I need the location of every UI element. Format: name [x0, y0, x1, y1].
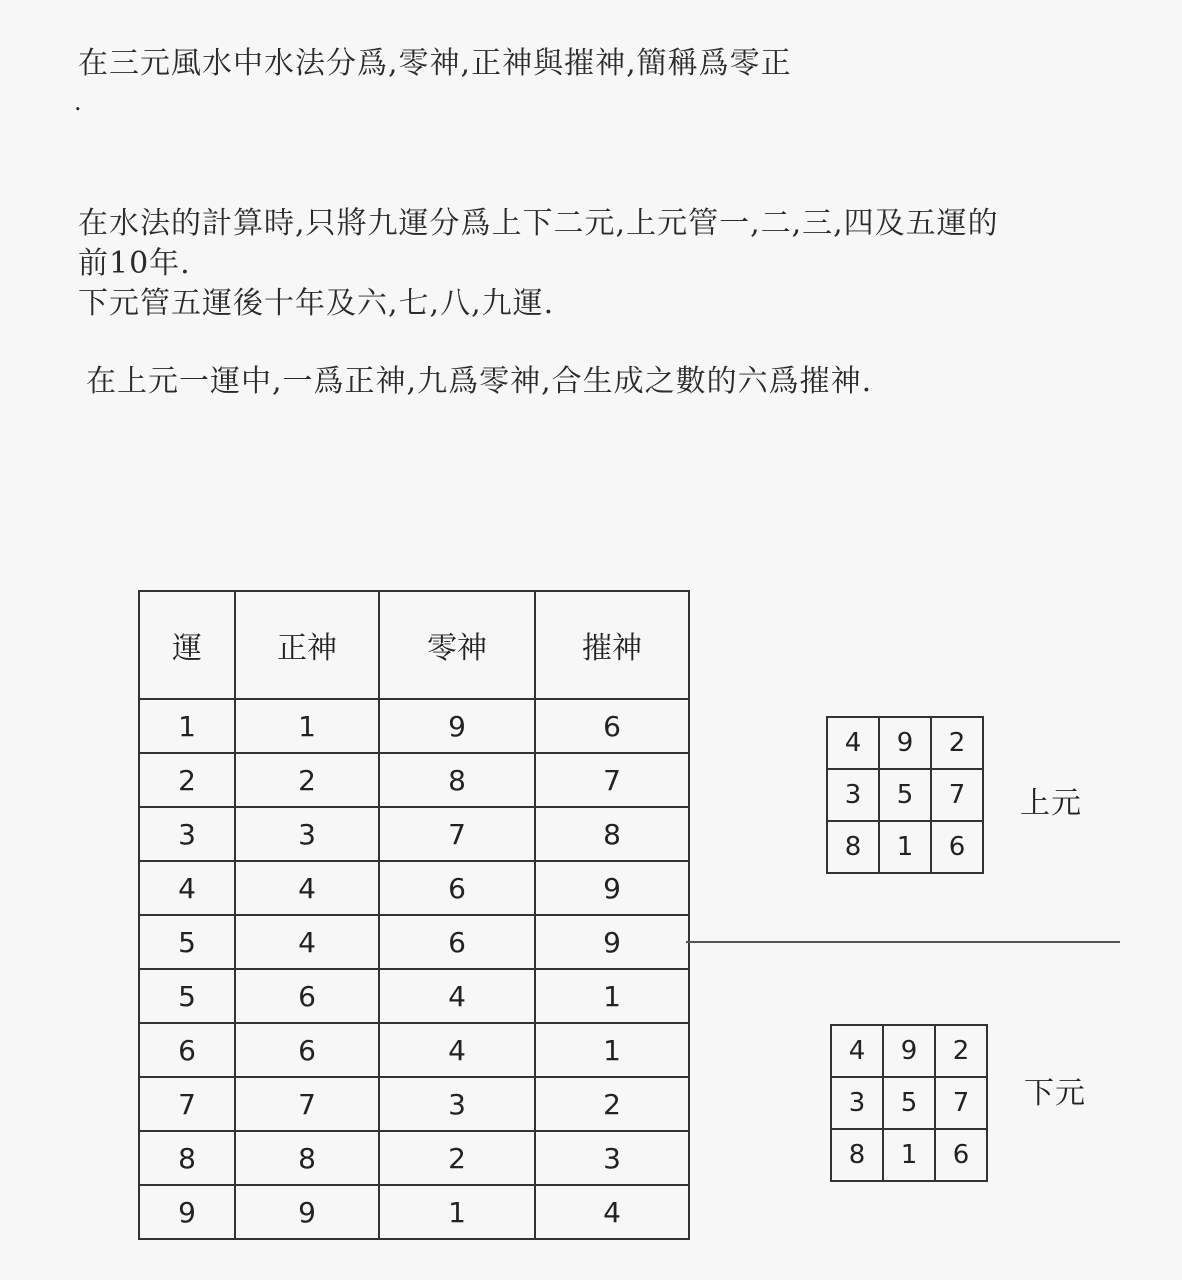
table-cell: 4: [535, 1185, 689, 1239]
grid-row: [831, 1025, 987, 1077]
table-cell: 1: [379, 1185, 535, 1239]
table-cell: 8: [535, 807, 689, 861]
grid-cell: 3: [827, 769, 879, 821]
grid-cell: 5: [879, 769, 931, 821]
grid-cell: 5: [883, 1077, 935, 1129]
grid-row: [831, 1129, 987, 1181]
table-cell: 6: [235, 969, 379, 1023]
grid-cell: 1: [883, 1129, 935, 1181]
table-cell: 2: [379, 1131, 535, 1185]
table-cell: 9: [535, 861, 689, 915]
table-cell: 9: [139, 1185, 235, 1239]
grid-cell: 8: [831, 1129, 883, 1181]
grid-cell: 9: [883, 1025, 935, 1077]
table-cell: 2: [235, 753, 379, 807]
table-cell: 9: [235, 1185, 379, 1239]
grid-cell: 6: [935, 1129, 987, 1181]
table-row: [139, 1131, 689, 1185]
table-row: [139, 1185, 689, 1239]
table-row: [139, 753, 689, 807]
grid-cell: 6: [931, 821, 983, 873]
upper-luoshu-grid: [826, 716, 984, 874]
grid-row: [827, 769, 983, 821]
table-cell: 4: [235, 861, 379, 915]
table-cell: 7: [139, 1077, 235, 1131]
table-cell: 3: [379, 1077, 535, 1131]
table-row: [139, 1023, 689, 1077]
header-zheng-shen: 正神: [235, 591, 379, 699]
table-cell: 6: [379, 915, 535, 969]
table-cell: 1: [235, 699, 379, 753]
paragraph-first-period: 在上元一運中,一爲正神,九爲零神,合生成之數的六爲摧神.: [86, 364, 873, 399]
table-cell: 2: [139, 753, 235, 807]
table-header-row: [139, 591, 689, 699]
table-cell: 4: [139, 861, 235, 915]
table-cell: 1: [139, 699, 235, 753]
table-cell: 8: [235, 1131, 379, 1185]
paragraph-line: 在水法的計算時,只將九運分爲上下二元,上元管一,二,三,四及五運的: [78, 206, 999, 241]
table-row: [139, 1077, 689, 1131]
header-cui-shen: 摧神: [535, 591, 689, 699]
grid-cell: 8: [827, 821, 879, 873]
grid-cell: 4: [827, 717, 879, 769]
table-row: [139, 915, 689, 969]
table-cell: 6: [535, 699, 689, 753]
table-row: [139, 969, 689, 1023]
divider-line: [686, 941, 1120, 943]
table-cell: 3: [535, 1131, 689, 1185]
grid-cell: 2: [935, 1025, 987, 1077]
table-cell: 5: [139, 969, 235, 1023]
grid-cell: 7: [931, 769, 983, 821]
table-row: [139, 699, 689, 753]
grid-row: [827, 821, 983, 873]
table-cell: 4: [379, 969, 535, 1023]
grid-row: [831, 1077, 987, 1129]
table-row: [139, 807, 689, 861]
table-cell: 8: [379, 753, 535, 807]
lower-yuan-label: 下元: [1024, 1076, 1086, 1111]
grid-cell: 9: [879, 717, 931, 769]
table-cell: 3: [235, 807, 379, 861]
table-cell: 3: [139, 807, 235, 861]
table-cell: 8: [139, 1131, 235, 1185]
table-cell: 6: [379, 861, 535, 915]
table-cell: 2: [535, 1077, 689, 1131]
table-cell: 9: [379, 699, 535, 753]
header-ling-shen: 零神: [379, 591, 535, 699]
grid-cell: 3: [831, 1077, 883, 1129]
stray-dot: .: [74, 88, 82, 116]
table-cell: 6: [139, 1023, 235, 1077]
table-cell: 1: [535, 969, 689, 1023]
paragraph-line: 前10年.: [78, 246, 191, 281]
table-cell: 1: [535, 1023, 689, 1077]
table-cell: 7: [535, 753, 689, 807]
period-table: [138, 590, 690, 1240]
grid-row: [827, 717, 983, 769]
paragraph-line: 下元管五運後十年及六,七,八,九運.: [78, 286, 555, 321]
paragraph-intro: 在三元風水中水法分爲,零神,正神與摧神,簡稱爲零正: [78, 46, 792, 81]
grid-cell: 1: [879, 821, 931, 873]
table-cell: 9: [535, 915, 689, 969]
grid-cell: 7: [935, 1077, 987, 1129]
paragraph-water-method: [78, 204, 1078, 324]
grid-cell: 4: [831, 1025, 883, 1077]
lower-luoshu-grid: [830, 1024, 988, 1182]
header-period: 運: [139, 591, 235, 699]
table-cell: 4: [235, 915, 379, 969]
table-cell: 4: [379, 1023, 535, 1077]
table-cell: 6: [235, 1023, 379, 1077]
table-row: [139, 861, 689, 915]
upper-yuan-label: 上元: [1020, 786, 1082, 821]
table-cell: 7: [379, 807, 535, 861]
table-cell: 5: [139, 915, 235, 969]
grid-cell: 2: [931, 717, 983, 769]
table-cell: 7: [235, 1077, 379, 1131]
